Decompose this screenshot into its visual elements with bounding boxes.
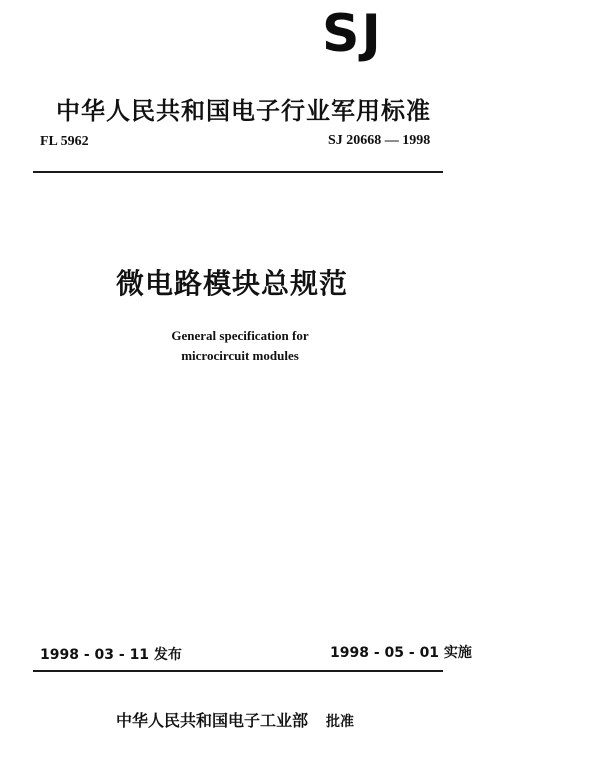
standard-number: SJ 20668 — 1998 bbox=[328, 133, 431, 148]
issuing-authority bbox=[116, 708, 354, 731]
english-title-line-2: microcircuit modules bbox=[181, 348, 299, 363]
document-title: 微电路模块总规范 bbox=[116, 267, 349, 300]
issuer-name: 中华人民共和国电子工业部 bbox=[116, 711, 309, 730]
english-title-line-1: General specification for bbox=[171, 328, 309, 343]
english-title bbox=[130, 326, 350, 366]
series-title: 中华人民共和国电子行业军用标准 bbox=[56, 97, 431, 125]
approval-label: 批准 bbox=[326, 714, 355, 730]
classification-code: FL 5962 bbox=[40, 134, 89, 149]
issue-date: 1998 - 03 - 11 发布 bbox=[40, 647, 182, 663]
implementation-date: 1998 - 05 - 01 实施 bbox=[330, 645, 472, 661]
bottom-divider bbox=[33, 670, 443, 672]
sj-logo: SJ bbox=[322, 4, 383, 64]
top-divider bbox=[33, 171, 443, 173]
